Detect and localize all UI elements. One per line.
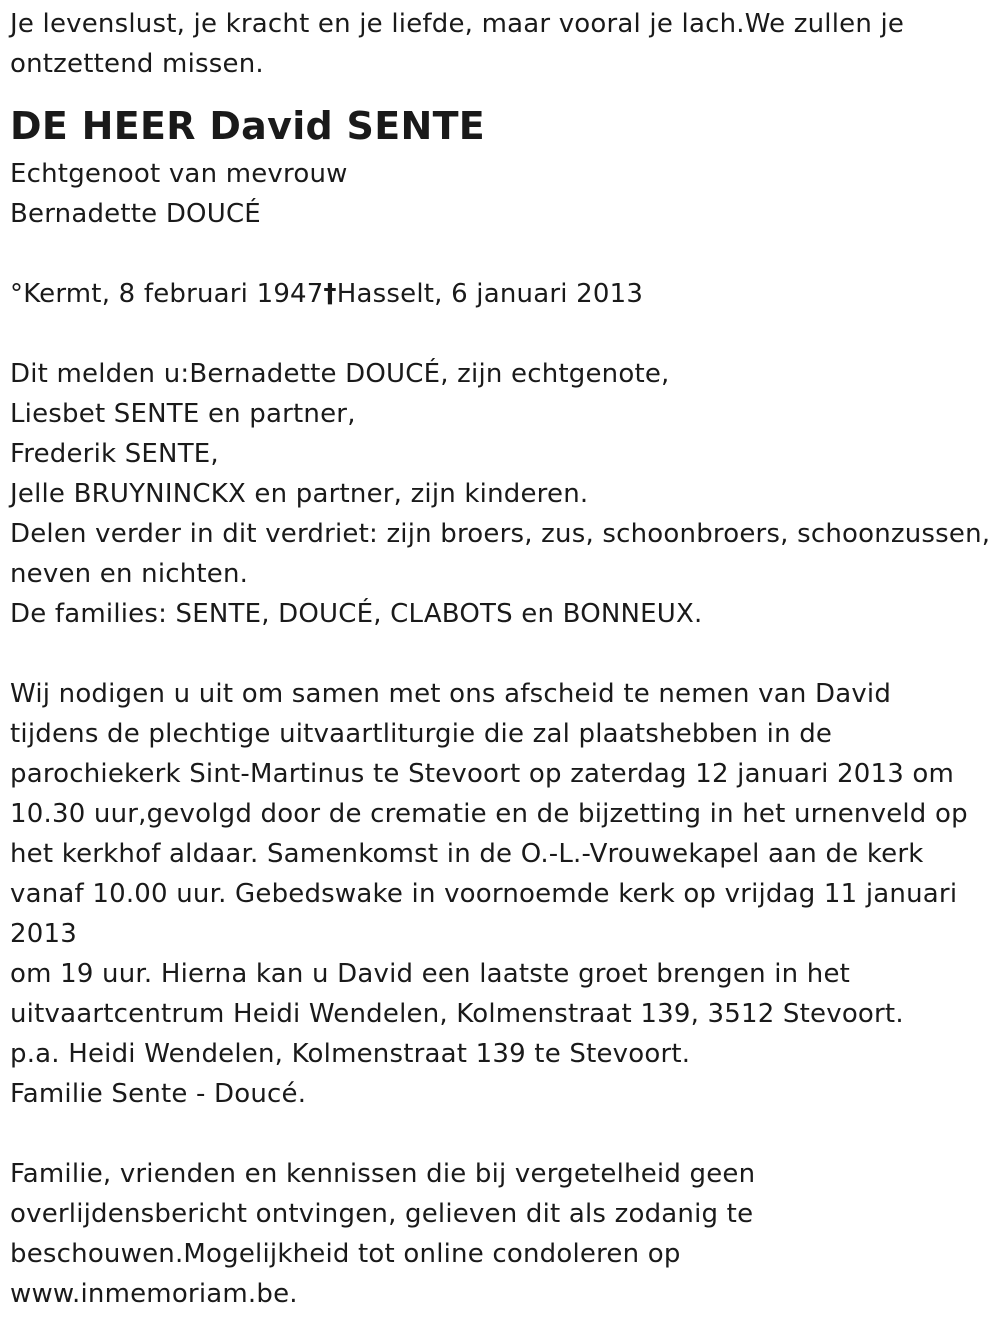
ceremony-line: parochiekerk Sint-Martinus te Stevoort op zaterdag 12 januari 2013 om <box>10 759 955 789</box>
closing-section <box>10 1154 995 1314</box>
ceremony-line: 10.30 uur,gevolgd door de crematie en de bijzetting in het urnenveld op <box>10 799 968 829</box>
ceremony-section <box>10 674 995 1114</box>
ceremony-line: het kerkhof aldaar. Samenkomst in de O.-L.-Vrouwekapel aan de kerk <box>10 839 924 869</box>
spouse-line: Bernadette DOUCÉ <box>10 199 261 229</box>
spacer <box>10 634 995 674</box>
cross-icon: † <box>323 279 337 309</box>
intro-line: Je levenslust, je kracht en je liefde, maar vooral je lach.We zullen je <box>10 9 905 39</box>
ceremony-line: vanaf 10.00 uur. Gebedswake in voornoemde kerk op vrijdag 11 januari <box>10 879 958 909</box>
announced-by-section <box>10 354 995 634</box>
spacer <box>10 1114 995 1154</box>
spouse-line: Echtgenoot van mevrouw <box>10 159 348 189</box>
spacer <box>10 234 995 274</box>
announced-line: Delen verder in dit verdriet: zijn broers, zus, schoonbroers, schoonzussen, <box>10 519 991 549</box>
closing-line: www.inmemoriam.be. <box>10 1279 298 1309</box>
ceremony-line: Wij nodigen u uit om samen met ons afscheid te nemen van David <box>10 679 892 709</box>
announced-line: Jelle BRUYNINCKX en partner, zijn kinderen. <box>10 479 589 509</box>
announced-line: Liesbet SENTE en partner, <box>10 399 356 429</box>
announced-line: Frederik SENTE, <box>10 439 219 469</box>
intro-line: ontzettend missen. <box>10 49 264 79</box>
death-date: Hasselt, 6 januari 2013 <box>336 279 644 309</box>
ceremony-line: Familie Sente - Doucé. <box>10 1079 307 1109</box>
ceremony-line: tijdens de plechtige uitvaartliturgie die zal plaatshebben in de <box>10 719 833 749</box>
spouse-section <box>10 154 995 234</box>
intro-section <box>10 4 995 84</box>
announced-line: De families: SENTE, DOUCÉ, CLABOTS en BONNEUX. <box>10 599 703 629</box>
birth-date: °Kermt, 8 februari 1947 <box>10 279 324 309</box>
ceremony-line: p.a. Heidi Wendelen, Kolmenstraat 139 te Stevoort. <box>10 1039 691 1069</box>
ceremony-line: uitvaartcentrum Heidi Wendelen, Kolmenstraat 139, 3512 Stevoort. <box>10 999 904 1029</box>
closing-line: Familie, vrienden en kennissen die bij vergetelheid geen <box>10 1159 756 1189</box>
obituary-document <box>10 4 995 1314</box>
announced-line: Dit melden u:Bernadette DOUCÉ, zijn echtgenote, <box>10 359 670 389</box>
spacer <box>10 314 995 354</box>
dates-line <box>10 274 995 314</box>
ceremony-line: 2013 <box>10 919 77 949</box>
ceremony-line: om 19 uur. Hierna kan u David een laatste groet brengen in het <box>10 959 851 989</box>
announced-line: neven en nichten. <box>10 559 249 589</box>
deceased-name: DE HEER David SENTE <box>10 104 486 148</box>
closing-line: overlijdensbericht ontvingen, gelieven dit als zodanig te <box>10 1199 754 1229</box>
closing-line: beschouwen.Mogelijkheid tot online condoleren op <box>10 1239 681 1269</box>
